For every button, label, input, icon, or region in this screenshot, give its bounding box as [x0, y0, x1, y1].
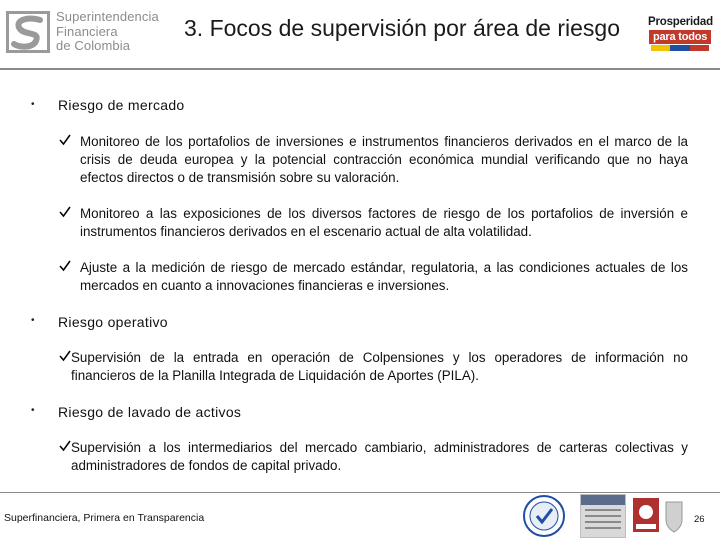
badge-line — [585, 509, 621, 511]
list-item-text: Supervisión de la entrada en operación de Colpensiones y los operadores de información no financieros de la Planilla Integrada de Liquidación de Aportes (PILA). — [71, 350, 688, 384]
shield-icon — [664, 494, 684, 538]
badge-line-1: Prosperidad — [648, 16, 713, 28]
list-item-text: Ajuste a la medición de riesgo de mercado estándar, regulatoria, a las condiciones actuales de los mercados en cuanto a innovaciones financieras e inversiones. — [80, 260, 688, 294]
badge-line-2: para todos — [649, 30, 711, 44]
stripe-red — [690, 45, 709, 51]
stripe-blue — [670, 45, 689, 51]
checkmark-icon — [58, 259, 72, 273]
list-item-text: Monitoreo a las exposiciones de los diversos factores de riesgo de los portafolios de inversión e instrumentos financieros derivados en el escenario actual de alta volatilidad. — [80, 206, 688, 240]
checkmark-icon — [58, 205, 72, 219]
badge-line — [585, 515, 621, 517]
list-item — [58, 439, 688, 475]
section-title: Riesgo operativo — [58, 314, 168, 330]
logo-line-2: Financiera — [56, 23, 118, 39]
bullet-icon: • — [31, 315, 35, 326]
header-divider — [0, 68, 720, 70]
quality-badge-icon — [632, 494, 660, 538]
slide-title: 3. Focos de supervisión por área de riesgo — [184, 15, 620, 41]
footer-divider — [0, 492, 720, 493]
checkmark-icon — [58, 439, 72, 453]
list-item — [58, 205, 688, 241]
list-item-text: Monitoreo de los portafolios de inversiones e instrumentos financieros derivados en el marco de la crisis de deuda europea y la potencial contracción económica mundial verificando que no haya efectos directos o de transmisión sobre su valoración. — [80, 134, 688, 186]
flag-stripes — [651, 45, 709, 51]
sfc-emblem-icon — [6, 11, 50, 53]
section-title: Riesgo de mercado — [58, 97, 185, 113]
bullet-icon: • — [31, 405, 35, 416]
stripe-yellow — [651, 45, 670, 51]
certification-seal-icon — [522, 494, 566, 538]
sfc-logo-text — [56, 10, 159, 54]
section-title: Riesgo de lavado de activos — [58, 404, 242, 420]
list-item-text: Supervisión a los intermediarios del mercado cambiario, administradores de carteras colectivas y administradores de fondos de capital privado. — [71, 440, 688, 474]
page-number: 26 — [694, 514, 705, 525]
prosperidad-para-todos-logo — [646, 14, 716, 56]
list-item — [58, 133, 688, 188]
checkmark-icon — [58, 133, 72, 147]
logo-line-1: Superintendencia — [56, 9, 159, 24]
footer-tagline: Superfinanciera, Primera en Transparencia — [4, 512, 205, 524]
list-item — [58, 259, 688, 295]
bullet-icon: • — [31, 99, 35, 110]
sfc-logo — [4, 8, 162, 56]
logo-line-3: de Colombia — [56, 38, 131, 53]
iso-certification-badge — [580, 494, 626, 538]
list-item — [58, 349, 688, 385]
badge-line — [585, 527, 621, 529]
badge-header — [581, 495, 625, 505]
badge-line — [585, 521, 621, 523]
checkmark-icon — [58, 349, 72, 363]
